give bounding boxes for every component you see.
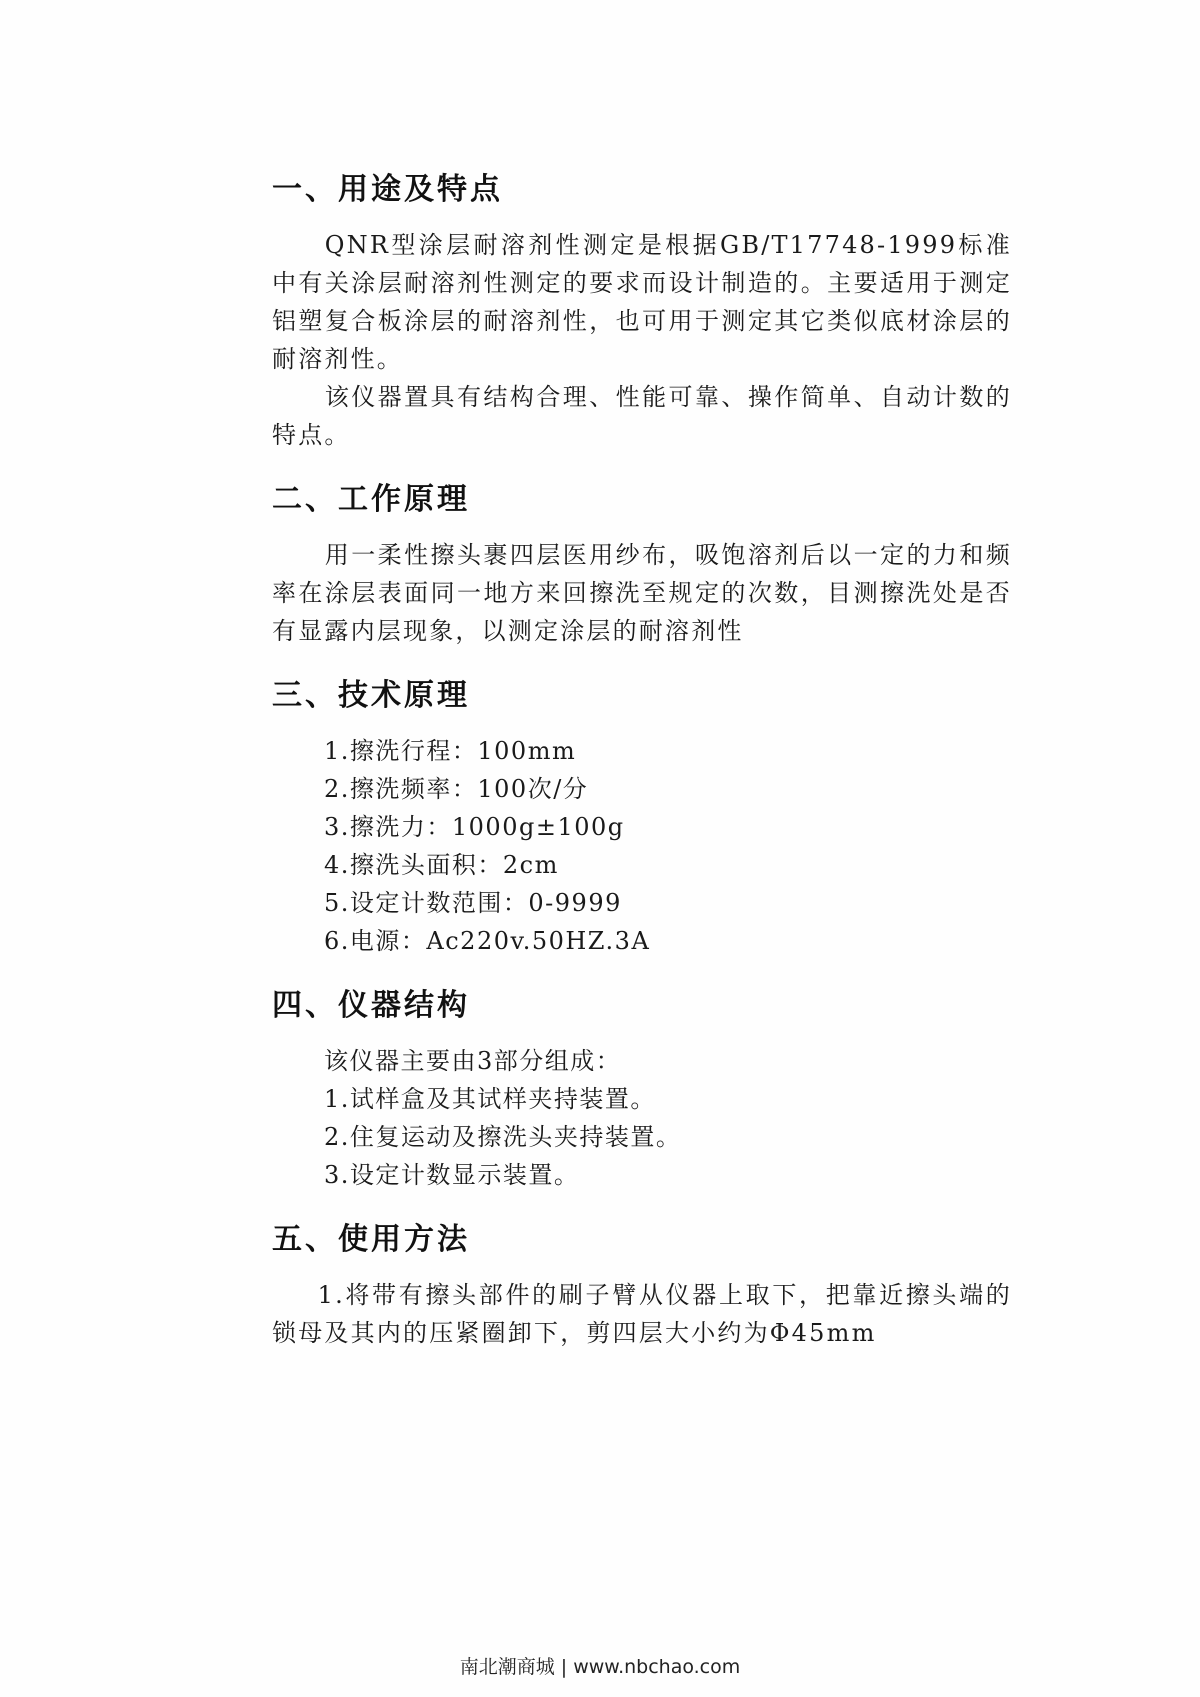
section-title: 三、技术原理 (272, 678, 470, 713)
paragraph: QNR型涂层耐溶剂性测定是根据GB/T17748-1999标准中有关涂层耐溶剂性测定的要求而设计制造的。主要适用于测定铝塑复合板涂层的耐溶剂性，也可用于测定其它类似底材涂层的耐溶剂性。 (272, 231, 1012, 373)
list-item: 3.设定计数显示装置。 (324, 1161, 580, 1189)
section-title: 五、使用方法 (272, 1222, 470, 1257)
section-title: 四、仪器结构 (272, 988, 470, 1023)
section-structure (272, 984, 1012, 1194)
list-item: 6.电源：Ac220v.50HZ.3A (324, 927, 651, 955)
document-content (272, 168, 1012, 1376)
list-intro: 该仪器主要由3部分组成： (324, 1047, 622, 1075)
list-item: 1.试样盒及其试样夹持装置。 (324, 1085, 656, 1113)
list-item: 2.擦洗频率：100次/分 (324, 775, 589, 803)
list-item: 2.住复运动及擦洗头夹持装置。 (324, 1123, 682, 1151)
section-working-principle (272, 478, 1012, 650)
list-item: 4.擦洗头面积：2cm (324, 851, 559, 879)
list-item: 5.设定计数范围：0-9999 (324, 889, 622, 917)
paragraph: 该仪器置具有结构合理、性能可靠、操作简单、自动计数的特点。 (272, 383, 1012, 449)
paragraph: 1.将带有擦头部件的刷子臂从仪器上取下，把靠近擦头端的锁母及其内的压紧圈卸下，剪四层大小约为Φ45mm (272, 1281, 1012, 1347)
spec-list (272, 732, 1012, 960)
section-title: 二、工作原理 (272, 482, 470, 517)
list-item: 3.擦洗力：1000g±100g (324, 813, 625, 841)
section-usage (272, 1218, 1012, 1352)
footer-watermark: 南北潮商城 | www.nbchao.com (459, 1656, 741, 1678)
section-technical-specs (272, 674, 1012, 960)
structure-list (272, 1080, 1012, 1194)
paragraph: 用一柔性擦头裹四层医用纱布，吸饱溶剂后以一定的力和频率在涂层表面同一地方来回擦洗至规定的次数，目测擦洗处是否有显露内层现象，以测定涂层的耐溶剂性 (272, 541, 1012, 645)
section-purpose (272, 168, 1012, 454)
list-item: 1.擦洗行程：100mm (324, 737, 577, 765)
section-title: 一、用途及特点 (272, 172, 503, 207)
